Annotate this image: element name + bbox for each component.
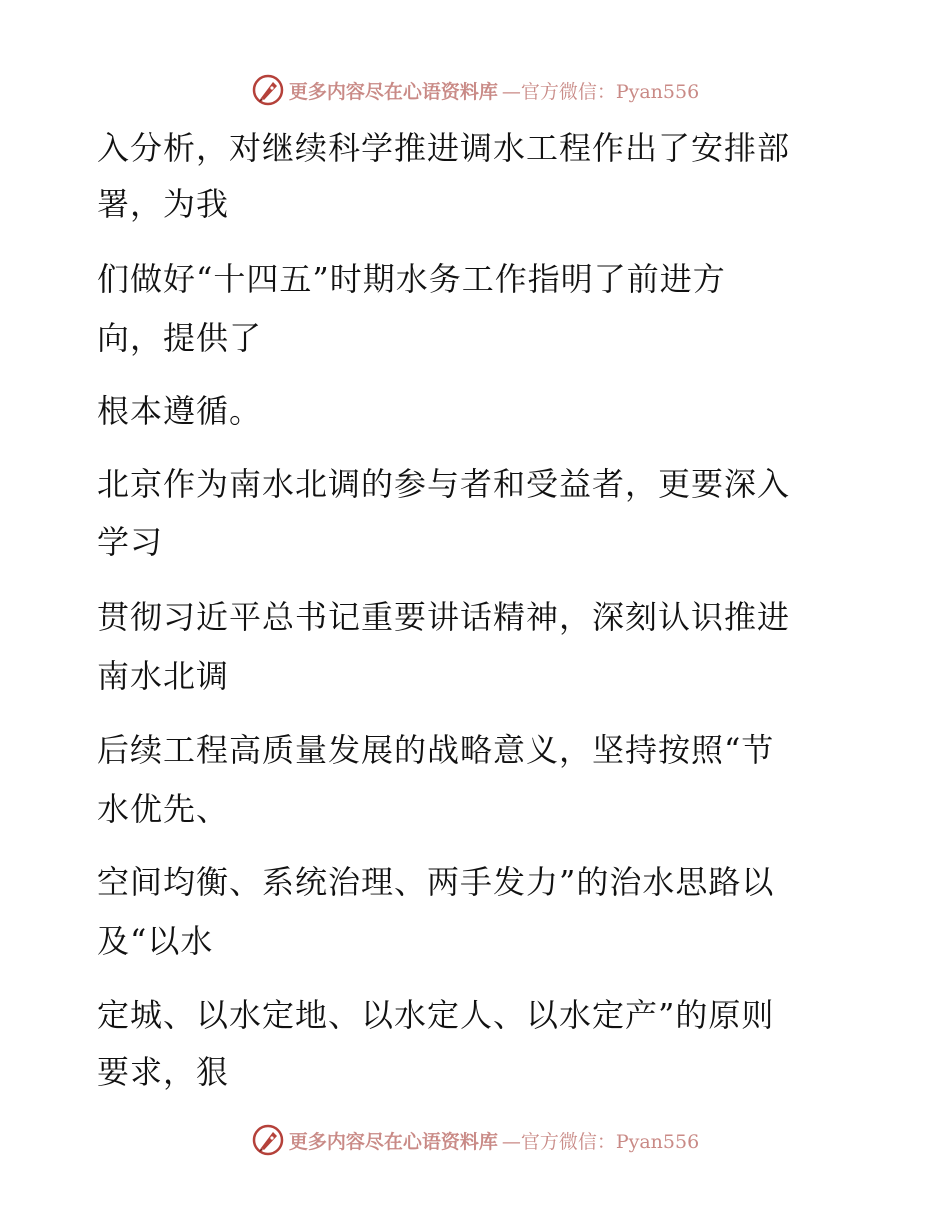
body-line: 南水北调 [97,657,230,695]
footer-watermark [0,1120,950,1160]
body-line: 入分析，对继续科学推进调水工程作出了安排部 [97,129,791,167]
body-line: 贯彻习近平总书记重要讲话精神，深刻认识推进 [97,598,791,636]
body-line: 学习 [97,523,164,561]
body-line: 及“以水 [97,922,214,960]
pen-nib-logo-icon [251,73,285,107]
body-line: 后续工程高质量发展的战略意义，坚持按照“节 [97,731,775,769]
body-line: 根本遵循。 [97,392,263,430]
body-line: 署，为我 [97,185,230,223]
body-line: 空间均衡、系统治理、两手发力”的治水思路以 [97,863,775,901]
body-line: 们做好“十四五”时期水务工作指明了前进方 [97,260,726,298]
body-line: 定城、以水定地、以水定人、以水定产”的原则 [97,996,775,1034]
body-line: 要求，狠 [97,1053,230,1091]
pen-nib-logo-icon [251,1123,285,1157]
footer-watermark-wechat: —官方微信：Pyan556 [501,1130,700,1153]
footer-watermark-title: 更多内容尽在心语资料库 [288,1130,498,1153]
header-watermark-wechat: —官方微信：Pyan556 [501,80,700,103]
header-watermark-inner [251,73,699,107]
header-watermark [0,70,950,110]
body-line: 北京作为南水北调的参与者和受益者，更要深入 [97,465,791,503]
header-watermark-title: 更多内容尽在心语资料库 [288,80,498,103]
body-line: 向，提供了 [97,319,263,357]
body-line: 水优先、 [97,790,230,828]
footer-watermark-inner [251,1123,699,1157]
